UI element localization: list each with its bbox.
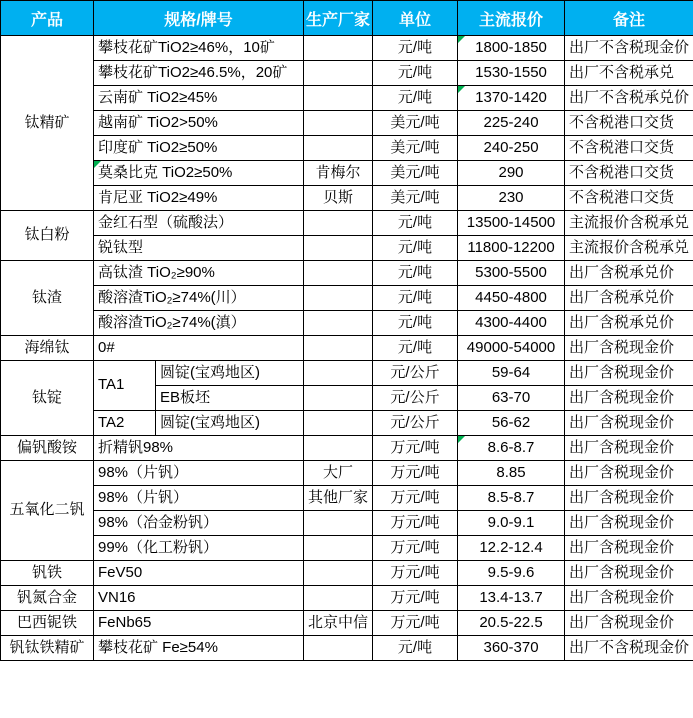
cell-text: 出厂含税现金价	[569, 563, 675, 581]
cell-text: 攀枝花矿 Fe≥54%	[98, 638, 218, 656]
mfr-cell	[304, 311, 373, 336]
cell-text: 酸溶渣TiO₂≥74%(滇）	[98, 313, 246, 331]
cell-text: 其他厂家	[308, 488, 369, 506]
cell-text: 出厂含税承兑价	[569, 288, 675, 306]
mfr-cell	[304, 236, 373, 261]
mfr-cell	[304, 136, 373, 161]
cell-text: 大厂	[323, 463, 354, 481]
col-header-price: 主流报价	[458, 1, 565, 36]
note-cell	[565, 636, 693, 661]
spec-cell	[94, 611, 304, 636]
note-cell	[565, 211, 693, 236]
price-cell	[458, 136, 565, 161]
mfr-cell	[304, 461, 373, 486]
cell-text: 钛渣	[31, 288, 62, 306]
cell-text: 攀枝花矿TiO2≥46%，10矿	[98, 38, 275, 56]
price-cell	[458, 386, 565, 411]
spec-cell	[94, 86, 304, 111]
unit-cell	[373, 311, 458, 336]
mfr-cell	[304, 86, 373, 111]
spec-cell	[94, 561, 304, 586]
price-cell	[458, 536, 565, 561]
col-header-spec: 规格/牌号	[94, 1, 304, 36]
cell-text: 万元/吨	[390, 563, 440, 581]
cell-text: 元/吨	[397, 338, 433, 356]
cell-text: 肯梅尔	[315, 163, 361, 181]
unit-cell	[373, 461, 458, 486]
cell-text: 元/吨	[397, 238, 433, 256]
unit-cell	[373, 536, 458, 561]
note-cell	[565, 386, 693, 411]
cell-text: 钛白粉	[24, 226, 70, 244]
note-cell	[565, 161, 693, 186]
spec-cell	[94, 586, 304, 611]
note-cell	[565, 136, 693, 161]
table-row	[1, 361, 693, 386]
cell-text: VN16	[98, 588, 136, 606]
table-row	[1, 536, 693, 561]
cell-text: 锐钛型	[98, 238, 144, 256]
table-row	[1, 311, 693, 336]
table-row	[1, 461, 693, 486]
cell-text: 美元/吨	[390, 188, 440, 206]
cell-text: 不含税港口交货	[569, 188, 675, 206]
price-cell	[458, 161, 565, 186]
cell-text: 主流报价含税承兑	[569, 213, 690, 231]
spec-cell	[156, 386, 304, 411]
note-cell	[565, 536, 693, 561]
cell-text: 钒氮合金	[16, 588, 77, 606]
cell-text: 不含税港口交货	[569, 113, 675, 131]
unit-cell	[373, 186, 458, 211]
table-row	[1, 511, 693, 536]
spec-cell	[94, 111, 304, 136]
note-cell	[565, 436, 693, 461]
spec-cell	[94, 61, 304, 86]
col-header-unit: 单位	[373, 1, 458, 36]
cell-text: 出厂含税承兑价	[569, 263, 675, 281]
table-row	[1, 611, 693, 636]
product-cell	[1, 461, 94, 561]
col-header-product: 产品	[1, 1, 94, 36]
cell-text: 元/公斤	[390, 413, 440, 431]
cell-text: 5300-5500	[475, 263, 547, 281]
mfr-cell	[304, 436, 373, 461]
cell-text: 出厂不含税承兑	[569, 63, 675, 81]
cell-text: 元/吨	[397, 88, 433, 106]
spec-cell	[94, 486, 304, 511]
cell-text: 偏钒酸铵	[16, 438, 77, 456]
product-cell	[1, 436, 94, 461]
product-cell	[1, 36, 94, 211]
product-cell	[1, 261, 94, 336]
cell-text: 印度矿 TiO2≥50%	[98, 138, 218, 156]
cell-text: 肯尼亚 TiO2≥49%	[98, 188, 218, 206]
cell-text: TA1	[98, 376, 125, 394]
cell-text: 4300-4400	[475, 313, 547, 331]
note-cell	[565, 611, 693, 636]
cell-text: 万元/吨	[390, 463, 440, 481]
cell-text: 290	[498, 163, 524, 181]
cell-text: 元/吨	[397, 38, 433, 56]
cell-text: 20.5-22.5	[479, 613, 543, 631]
cell-text: 12.2-12.4	[479, 538, 543, 556]
note-cell	[565, 311, 693, 336]
price-cell	[458, 186, 565, 211]
cell-text: 万元/吨	[390, 538, 440, 556]
cell-text: 万元/吨	[390, 613, 440, 631]
spec-cell	[94, 636, 304, 661]
cell-text: 360-370	[483, 638, 539, 656]
price-cell	[458, 36, 565, 61]
cell-text: 8.85	[496, 463, 526, 481]
spec-cell	[94, 361, 156, 411]
cell-text: 圆锭(宝鸡地区)	[160, 363, 260, 381]
price-cell	[458, 411, 565, 436]
unit-cell	[373, 611, 458, 636]
cell-text: 元/吨	[397, 638, 433, 656]
note-cell	[565, 336, 693, 361]
cell-text: 出厂不含税现金价	[569, 638, 690, 656]
table-row	[1, 161, 693, 186]
cell-text: 五氧化二钒	[9, 501, 85, 519]
header-row	[1, 1, 693, 36]
price-cell	[458, 311, 565, 336]
table-row	[1, 286, 693, 311]
spec-cell	[94, 136, 304, 161]
unit-cell	[373, 111, 458, 136]
cell-text: 钛锭	[31, 388, 62, 406]
note-cell	[565, 36, 693, 61]
cell-text: 北京中信	[308, 613, 369, 631]
mfr-cell	[304, 511, 373, 536]
product-cell	[1, 586, 94, 611]
product-cell	[1, 611, 94, 636]
note-cell	[565, 586, 693, 611]
cell-text: 4450-4800	[475, 288, 547, 306]
cell-text: 不含税港口交货	[569, 138, 675, 156]
spec-cell	[94, 311, 304, 336]
mfr-cell	[304, 186, 373, 211]
cell-text: 99%（化工粉钒）	[98, 538, 219, 556]
cell-text: 钒钛铁精矿	[9, 638, 85, 656]
cell-text: 出厂含税现金价	[569, 513, 675, 531]
price-cell	[458, 611, 565, 636]
price-cell	[458, 236, 565, 261]
table-row	[1, 211, 693, 236]
product-cell	[1, 336, 94, 361]
cell-text: 出厂含税现金价	[569, 488, 675, 506]
unit-cell	[373, 511, 458, 536]
mfr-cell	[304, 261, 373, 286]
price-cell	[458, 361, 565, 386]
cell-text: 1370-1420	[475, 88, 547, 106]
unit-cell	[373, 236, 458, 261]
unit-cell	[373, 436, 458, 461]
price-cell	[458, 261, 565, 286]
cell-text: 63-70	[491, 388, 531, 406]
mfr-cell	[304, 161, 373, 186]
cell-text: 万元/吨	[390, 488, 440, 506]
product-cell	[1, 561, 94, 586]
price-cell	[458, 111, 565, 136]
spec-cell	[94, 211, 304, 236]
unit-cell	[373, 136, 458, 161]
cell-text: 元/吨	[397, 313, 433, 331]
unit-cell	[373, 361, 458, 386]
unit-cell	[373, 61, 458, 86]
cell-text: 元/吨	[397, 288, 433, 306]
unit-cell	[373, 286, 458, 311]
cell-text: 13500-14500	[466, 213, 556, 231]
cell-text: TA2	[98, 413, 125, 431]
spec-cell	[94, 236, 304, 261]
price-cell	[458, 336, 565, 361]
unit-cell	[373, 561, 458, 586]
unit-cell	[373, 486, 458, 511]
mfr-cell	[304, 561, 373, 586]
cell-text: 美元/吨	[390, 163, 440, 181]
note-cell	[565, 486, 693, 511]
mfr-cell	[304, 611, 373, 636]
cell-text: 出厂含税现金价	[569, 613, 675, 631]
cell-text: 万元/吨	[390, 588, 440, 606]
cell-text: 240-250	[483, 138, 539, 156]
unit-cell	[373, 161, 458, 186]
table-row	[1, 636, 693, 661]
unit-cell	[373, 636, 458, 661]
price-cell	[458, 211, 565, 236]
table-row	[1, 111, 693, 136]
cell-text: 1800-1850	[475, 38, 547, 56]
mfr-cell	[304, 36, 373, 61]
cell-text: 元/吨	[397, 263, 433, 281]
cell-text: 海绵钛	[24, 338, 70, 356]
table-row	[1, 561, 693, 586]
cell-text: 出厂含税现金价	[569, 588, 675, 606]
note-cell	[565, 411, 693, 436]
note-cell	[565, 361, 693, 386]
cell-text: 59-64	[491, 363, 531, 381]
comment-marker-icon	[458, 436, 465, 443]
spec-cell	[156, 411, 304, 436]
cell-text: 出厂含税现金价	[569, 413, 675, 431]
cell-text: 攀枝花矿TiO2≥46.5%，20矿	[98, 63, 288, 81]
cell-text: 出厂含税现金价	[569, 363, 675, 381]
cell-text: 折精钒98%	[98, 438, 174, 456]
mfr-cell	[304, 336, 373, 361]
table-row	[1, 186, 693, 211]
cell-text: FeNb65	[98, 613, 152, 631]
cell-text: 巴西铌铁	[16, 613, 77, 631]
unit-cell	[373, 386, 458, 411]
spec-cell	[94, 161, 304, 186]
table-row	[1, 486, 693, 511]
cell-text: 225-240	[483, 113, 539, 131]
comment-marker-icon	[458, 36, 465, 43]
unit-cell	[373, 411, 458, 436]
price-cell	[458, 61, 565, 86]
cell-text: 越南矿 TiO2>50%	[98, 113, 218, 131]
spec-cell	[94, 286, 304, 311]
cell-text: 金红石型（硫酸法）	[98, 213, 234, 231]
cell-text: 万元/吨	[390, 513, 440, 531]
note-cell	[565, 561, 693, 586]
cell-text: 230	[498, 188, 524, 206]
price-cell	[458, 86, 565, 111]
cell-text: 出厂含税现金价	[569, 538, 675, 556]
cell-text: 出厂含税承兑价	[569, 313, 675, 331]
note-cell	[565, 261, 693, 286]
comment-marker-icon	[458, 86, 465, 93]
spec-cell	[94, 436, 304, 461]
note-cell	[565, 186, 693, 211]
table-row	[1, 336, 693, 361]
cell-text: 出厂不含税承兑价	[569, 88, 690, 106]
table-row	[1, 436, 693, 461]
product-cell	[1, 636, 94, 661]
cell-text: 贝斯	[323, 188, 354, 206]
cell-text: 9.5-9.6	[487, 563, 535, 581]
spec-cell	[94, 261, 304, 286]
cell-text: 钒铁	[31, 563, 62, 581]
unit-cell	[373, 336, 458, 361]
note-cell	[565, 511, 693, 536]
unit-cell	[373, 211, 458, 236]
spec-cell	[94, 411, 156, 436]
price-table-body	[1, 36, 693, 661]
cell-text: 圆锭(宝鸡地区)	[160, 413, 260, 431]
note-cell	[565, 86, 693, 111]
table-row	[1, 136, 693, 161]
cell-text: 出厂含税现金价	[569, 388, 675, 406]
cell-text: 美元/吨	[390, 138, 440, 156]
cell-text: 8.6-8.7	[487, 438, 535, 456]
table-row	[1, 86, 693, 111]
mfr-cell	[304, 61, 373, 86]
price-cell	[458, 511, 565, 536]
price-cell	[458, 636, 565, 661]
cell-text: 元/吨	[397, 213, 433, 231]
cell-text: 高钛渣 TiO₂≥90%	[98, 263, 215, 281]
price-cell	[458, 486, 565, 511]
table-row	[1, 586, 693, 611]
spec-cell	[94, 461, 304, 486]
table-row	[1, 411, 693, 436]
cell-text: 13.4-13.7	[479, 588, 543, 606]
cell-text: 元/吨	[397, 63, 433, 81]
unit-cell	[373, 86, 458, 111]
cell-text: FeV50	[98, 563, 143, 581]
price-cell	[458, 436, 565, 461]
cell-text: 98%（片钒）	[98, 488, 189, 506]
col-header-note: 备注	[565, 1, 693, 36]
mfr-cell	[304, 486, 373, 511]
spec-cell	[94, 336, 304, 361]
cell-text: 酸溶渣TiO₂≥74%(川）	[98, 288, 246, 306]
cell-text: 钛精矿	[24, 113, 70, 131]
cell-text: 美元/吨	[390, 113, 440, 131]
note-cell	[565, 111, 693, 136]
col-header-manufacturer: 生产厂家	[304, 1, 373, 36]
mfr-cell	[304, 111, 373, 136]
mfr-cell	[304, 386, 373, 411]
spec-cell	[156, 361, 304, 386]
spec-cell	[94, 186, 304, 211]
cell-text: 莫桑比克 TiO2≥50%	[98, 163, 233, 181]
comment-marker-icon	[94, 161, 101, 168]
cell-text: 元/公斤	[390, 363, 440, 381]
cell-text: 11800-12200	[467, 238, 555, 256]
cell-text: 9.0-9.1	[487, 513, 535, 531]
spec-cell	[94, 511, 304, 536]
cell-text: 56-62	[491, 413, 531, 431]
mfr-cell	[304, 586, 373, 611]
product-cell	[1, 361, 94, 436]
mfr-cell	[304, 411, 373, 436]
price-cell	[458, 586, 565, 611]
cell-text: 出厂不含税现金价	[569, 38, 690, 56]
mfr-cell	[304, 361, 373, 386]
mfr-cell	[304, 536, 373, 561]
cell-text: EB板坯	[160, 388, 211, 406]
cell-text: 元/公斤	[390, 388, 440, 406]
product-cell	[1, 211, 94, 261]
cell-text: 万元/吨	[390, 438, 440, 456]
cell-text: 8.5-8.7	[487, 488, 535, 506]
cell-text: 0#	[98, 338, 115, 356]
spec-cell	[94, 536, 304, 561]
mfr-cell	[304, 211, 373, 236]
cell-text: 出厂含税现金价	[569, 338, 675, 356]
unit-cell	[373, 261, 458, 286]
price-cell	[458, 461, 565, 486]
cell-text: 主流报价含税承兑	[569, 238, 690, 256]
cell-text: 出厂含税现金价	[569, 438, 675, 456]
spec-cell	[94, 36, 304, 61]
cell-text: 不含税港口交货	[569, 163, 675, 181]
cell-text: 98%（冶金粉钒）	[98, 513, 219, 531]
table-row	[1, 261, 693, 286]
price-cell	[458, 561, 565, 586]
note-cell	[565, 61, 693, 86]
cell-text: 98%（片钒）	[98, 463, 189, 481]
table-row	[1, 36, 693, 61]
cell-text: 出厂含税现金价	[569, 463, 675, 481]
note-cell	[565, 236, 693, 261]
cell-text: 1530-1550	[475, 63, 547, 81]
unit-cell	[373, 36, 458, 61]
mfr-cell	[304, 286, 373, 311]
table-row	[1, 61, 693, 86]
unit-cell	[373, 586, 458, 611]
price-cell	[458, 286, 565, 311]
mfr-cell	[304, 636, 373, 661]
note-cell	[565, 286, 693, 311]
note-cell	[565, 461, 693, 486]
table-row	[1, 236, 693, 261]
cell-text: 云南矿 TiO2≥45%	[98, 88, 218, 106]
cell-text: 49000-54000	[466, 338, 556, 356]
